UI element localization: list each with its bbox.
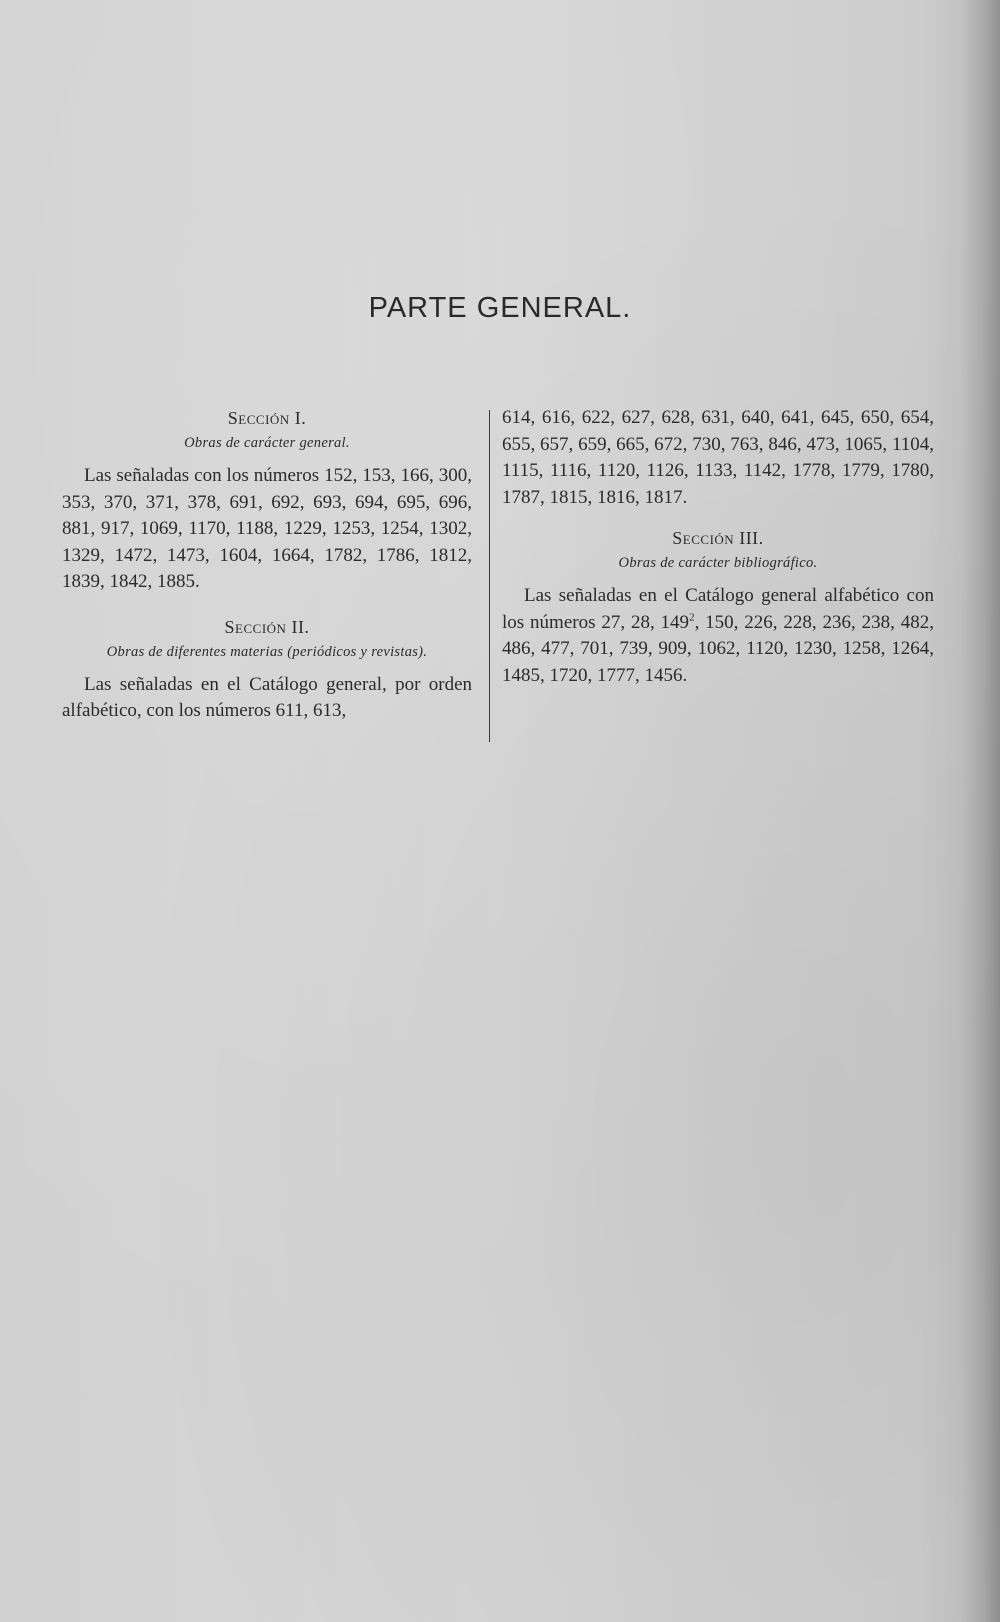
section-3-text-part1: Las señaladas en el Catálogo general alfabético con los números 27, 28, 149	[502, 585, 934, 633]
section-3-subtitle: Obras de carácter bibliográfico.	[618, 555, 818, 571]
left-column	[62, 405, 472, 725]
section-3-superscript: 2	[689, 611, 695, 624]
section-2-text: Las señaladas en el Catálogo general, por orden alfabético, con los números 611, 613,	[62, 673, 472, 721]
spacer	[62, 596, 472, 614]
section-3-text-part2: , 150, 226, 228, 236, 238, 482, 486, 477, 701, 739, 909, 1062, 1120, 1230, 1258, 1264, 1485, 1720, 1777, 1456.	[502, 611, 934, 686]
page-edge-shadow	[960, 0, 1000, 1622]
page-title: PARTE GENERAL.	[368, 292, 632, 324]
section-2-continuation: 614, 616, 622, 627, 628, 631, 640, 641, 645, 650, 654, 655, 657, 659, 665, 672, 730, 763, 846, 473, 1065, 1104, 1115, 1116, 1120, 1126, 1133, 1142, 1778, 1779, 1780, 1787, 1815, 1816, 1817.	[502, 407, 934, 508]
section-1-heading-text: Sección I.	[227, 408, 307, 428]
section-1-subtitle: Obras de carácter general.	[184, 435, 350, 451]
section-1-heading	[62, 405, 472, 431]
section-1-text: Las señaladas con los números 152, 153, 166, 300, 353, 370, 371, 378, 691, 692, 693, 694, 695, 696, 881, 917, 1069, 1170, 1188, 1229, 1253, 1254, 1302, 1329, 1472, 1473, 1604, 1664, 1782, 1786, 1812, 1839, 1842, 1885.	[62, 465, 472, 592]
section-3-heading-text: Sección III.	[672, 528, 764, 548]
spacer	[502, 511, 934, 525]
section-2-heading-text: Sección II.	[224, 616, 310, 637]
section-2-heading	[62, 614, 472, 640]
section-2-subtitle: Obras de diferentes materias (periódicos y revistas).	[106, 643, 428, 660]
section-3-heading	[502, 525, 934, 551]
column-divider	[489, 410, 490, 742]
right-column	[502, 405, 934, 689]
section-3-text	[502, 583, 934, 689]
